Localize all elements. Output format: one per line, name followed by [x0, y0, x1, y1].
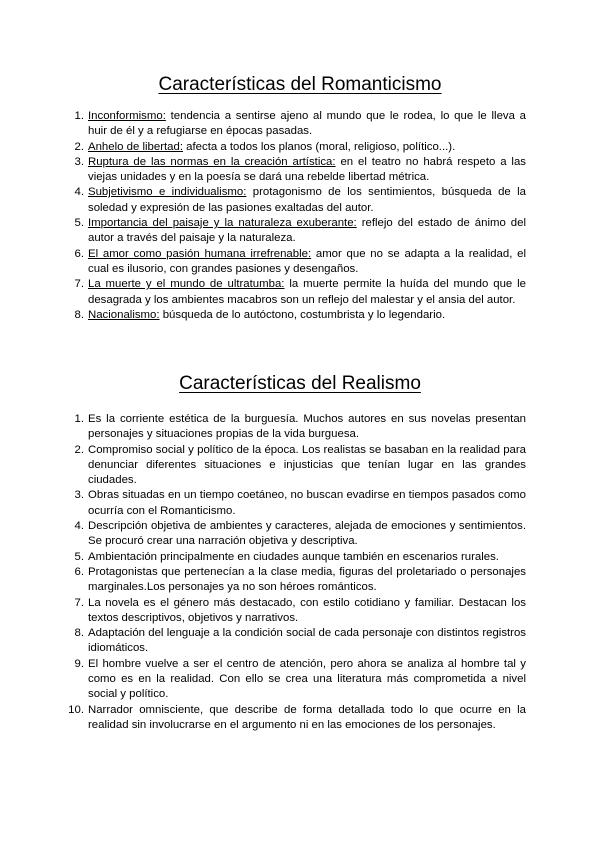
item-text: Es la corriente estética de la burguesía. Muchos autores en sus novelas presentan personajes y situaciones propias de la vida burguesa.: [88, 413, 526, 441]
item-number: 8.: [74, 627, 84, 640]
item-description: protagonismo de los sentimientos, búsqueda de la soledad y expresión de las pasiones exaltadas del autor.: [88, 186, 526, 214]
item-text: Adaptación del lenguaje a la condición social de cada personaje con distintos registros idiomáticos.: [88, 627, 526, 655]
item-description: afecta a todos los planos (moral, religioso, político...).: [183, 140, 456, 153]
item-number: 9.: [74, 657, 84, 670]
item-number: 6.: [74, 565, 84, 578]
list-item: [74, 519, 526, 550]
romanticismo-title: Características del Romanticismo: [158, 74, 442, 95]
list-item: [74, 216, 526, 247]
item-term: Importancia del paisaje y la naturaleza exuberante:: [88, 217, 357, 230]
item-text: El hombre vuelve a ser el centro de atención, pero ahora se analiza al hombre tal y como es en la realidad. Con ello se crea una literatura más comprometida a nivel social y político.: [88, 657, 526, 701]
item-number: 1.: [74, 110, 84, 122]
item-number: 6.: [74, 247, 84, 260]
item-description: reflejo del estado de ánimo del autor a través del paisaje y la naturaleza.: [88, 217, 526, 245]
item-text: Protagonistas que pertenecían a la clase media, figuras del proletariado o personajes marginales.Los personajes ya no son héroes románticos.: [88, 565, 526, 594]
item-number: 8.: [74, 308, 84, 321]
list-item: [74, 109, 526, 140]
item-text: Narrador omnisciente, que describe de forma detallada todo lo que ocurre en la realidad sin involucrarse en el argumento ni en las emociones de los personajes.: [88, 703, 526, 731]
list-item: [74, 626, 526, 657]
item-number: 7.: [74, 278, 84, 291]
item-term: Ruptura de las normas en la creación artística:: [88, 155, 336, 168]
list-item: [74, 185, 526, 216]
item-text: Ambientación principalmente en ciudades aunque también en escenarios rurales.: [88, 550, 499, 563]
item-number: 4.: [74, 186, 84, 199]
item-description: tendencia a sentirse ajeno al mundo que le rodea, lo que le lleva a huir de él y a refugiarse en épocas pasadas.: [88, 110, 526, 138]
item-term: El amor como pasión humana irrefrenable:: [88, 247, 312, 260]
item-text: Obras situadas en un tiempo coetáneo, no buscan evadirse en tiempos pasados como ocurría con el Romanticismo.: [88, 489, 526, 517]
item-text: Compromiso social y político de la época. Los realistas se basaban en la realidad para denunciar diferentes situaciones e injusticias que tenían lugar en las grandes ciudades.: [88, 443, 526, 487]
item-description: búsqueda de lo autóctono, costumbrista y lo legendario.: [159, 308, 446, 321]
item-term: Subjetivismo e individualismo:: [88, 186, 247, 199]
list-item: [68, 703, 526, 734]
list-item: [74, 155, 526, 186]
item-number: 3.: [74, 489, 84, 502]
realismo-title: Características del Realismo: [179, 373, 421, 394]
item-number: 4.: [74, 520, 84, 533]
list-item: [74, 247, 526, 278]
item-number: 5.: [74, 550, 84, 563]
item-description: en el teatro no habrá respeto a las viejas unidades y en la poesía se dará una rebelde libertad métrica.: [88, 155, 526, 184]
item-term: Nacionalismo:: [88, 308, 160, 321]
list-item: [74, 488, 526, 519]
item-number: 1.: [74, 413, 84, 425]
realismo-list: [68, 412, 526, 733]
romanticismo-list: [74, 109, 526, 323]
item-description: la muerte permite la huída del mundo que le desagrada y los ambientes macabros son un reflejo del malestar y el ansia del autor.: [88, 278, 526, 306]
item-term: Inconformismo:: [88, 110, 166, 122]
list-item: [74, 657, 526, 703]
item-number: 2.: [74, 443, 84, 456]
item-number: 2.: [74, 140, 84, 153]
list-item: [74, 565, 526, 596]
list-item: [74, 308, 526, 323]
item-number: 10.: [68, 703, 84, 716]
item-term: La muerte y el mundo de ultratumba:: [88, 278, 285, 291]
list-item: [74, 596, 526, 627]
list-item: [74, 140, 526, 155]
item-description: amor que no se adapta a la realidad, el cual es ilusorio, con grandes pasiones y desengaños.: [88, 247, 526, 275]
item-number: 7.: [74, 596, 84, 609]
item-number: 3.: [74, 155, 84, 168]
list-item: [74, 443, 526, 489]
list-item: [74, 412, 526, 443]
item-text: Descripción objetiva de ambientes y caracteres, alejada de emociones y sentimientos. Se procuró crear una narración objetiva y descriptiva.: [88, 520, 526, 548]
list-item: [74, 550, 526, 565]
item-term: Anhelo de libertad:: [88, 140, 183, 153]
item-number: 5.: [74, 217, 84, 230]
item-text: La novela es el género más destacado, con estilo cotidiano y familiar. Destacan los textos descriptivos, objetivos y narrativos.: [88, 596, 526, 624]
list-item: [74, 277, 526, 308]
